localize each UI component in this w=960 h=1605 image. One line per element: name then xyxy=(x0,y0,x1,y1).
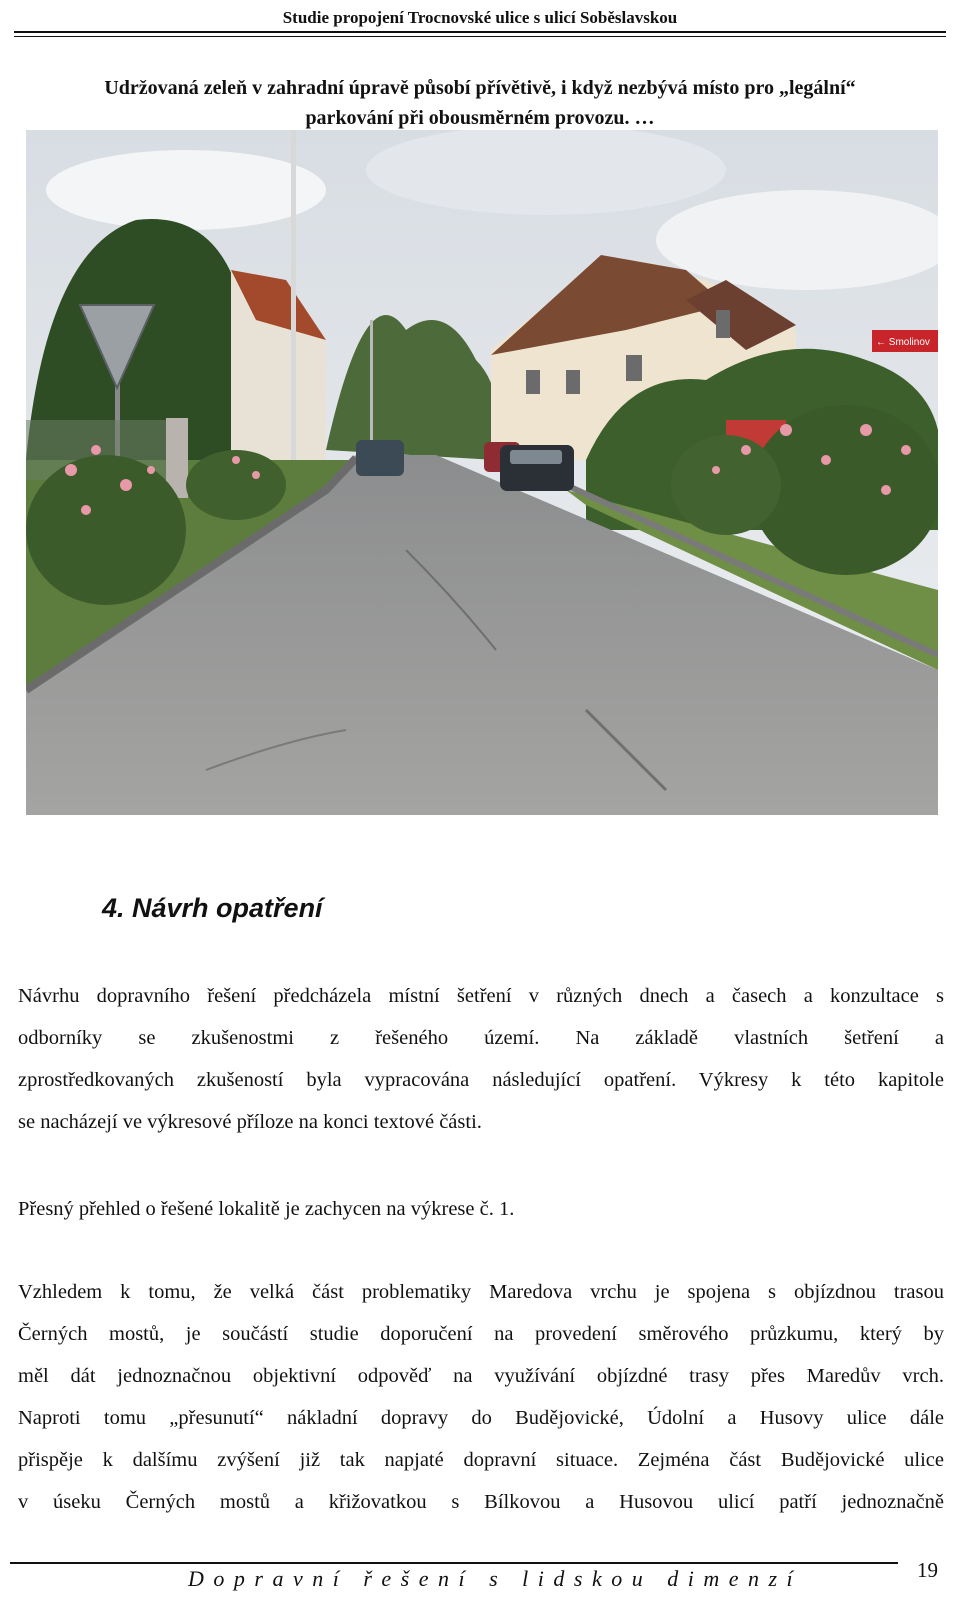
text-line: Naproti tomu „přesunutí“ nákladní dopravy do Budějovické, Údolní a Husovy ulice dále xyxy=(18,1407,944,1429)
footer-tagline: Dopravní řešení s lidskou dimenzí xyxy=(188,1566,803,1591)
text-line: Přesný přehled o řešené lokalitě je zachycen na výkrese č. 1. xyxy=(18,1198,515,1220)
street-sign-text: ← Smolinov xyxy=(876,337,930,348)
rose-bush xyxy=(671,435,781,535)
caption-line: parkování při obousměrném provozu. … xyxy=(305,107,655,129)
window xyxy=(526,370,540,394)
paragraph-survey xyxy=(18,975,944,1143)
text-line: měl dát jednoznačnou objektivní odpověď na využívání objízdné trasy přes Maredův vrch. xyxy=(18,1365,944,1387)
text-line: Vzhledem k tomu, že velká část problematiky Maredova vrchu je spojena s objízdnou trasou xyxy=(18,1281,944,1303)
window xyxy=(626,355,642,381)
text-line: přispěje k dalšímu zvýšení již tak napjaté dopravní situace. Zejména část Budějovické ulice xyxy=(18,1449,944,1471)
header-rule xyxy=(14,31,946,37)
window xyxy=(716,310,730,338)
rose-bush xyxy=(26,455,186,605)
running-header: Studie propojení Trocnovské ulice s ulicí Soběslavskou xyxy=(282,8,678,27)
paragraph-overview xyxy=(18,1188,944,1230)
section-heading: 4. Návrh opatření xyxy=(102,893,323,923)
footer-rule xyxy=(10,1562,898,1564)
photo-caption xyxy=(14,73,946,133)
text-line: odborníky se zkušenostmi z řešeného území. Na základě vlastních šetření a xyxy=(18,1027,944,1049)
paragraph-detour xyxy=(18,1271,944,1523)
caption-line: Udržovaná zeleň v zahradní úpravě působí přívětivě, i když nezbývá místo pro „legální“ xyxy=(104,77,856,99)
window xyxy=(566,370,580,394)
text-line: Černých mostů, je součástí studie doporučení na provedení směrového průzkumu, který by xyxy=(18,1323,944,1345)
street-photo-illustration xyxy=(26,130,938,815)
page-number: 19 xyxy=(917,1558,938,1582)
cloud xyxy=(46,150,326,230)
text-line: se nacházejí ve výkresové příloze na konci textové části. xyxy=(18,1111,482,1133)
text-line: zprostředkovaných zkušeností byla vypracována následující opatření. Výkresy k této kapitole xyxy=(18,1069,944,1091)
lamp-pole xyxy=(370,320,373,450)
parked-car xyxy=(356,440,404,476)
lamp-pole xyxy=(291,130,296,490)
text-line: v úseku Černých mostů a křižovatkou s Bílkovou a Husovou ulicí patří jednoznačně xyxy=(18,1491,944,1513)
street-photo xyxy=(26,130,938,815)
text-line: Návrhu dopravního řešení předcházela místní šetření v různých dnech a časech a konzultace s xyxy=(18,985,944,1007)
car-window xyxy=(510,450,562,464)
